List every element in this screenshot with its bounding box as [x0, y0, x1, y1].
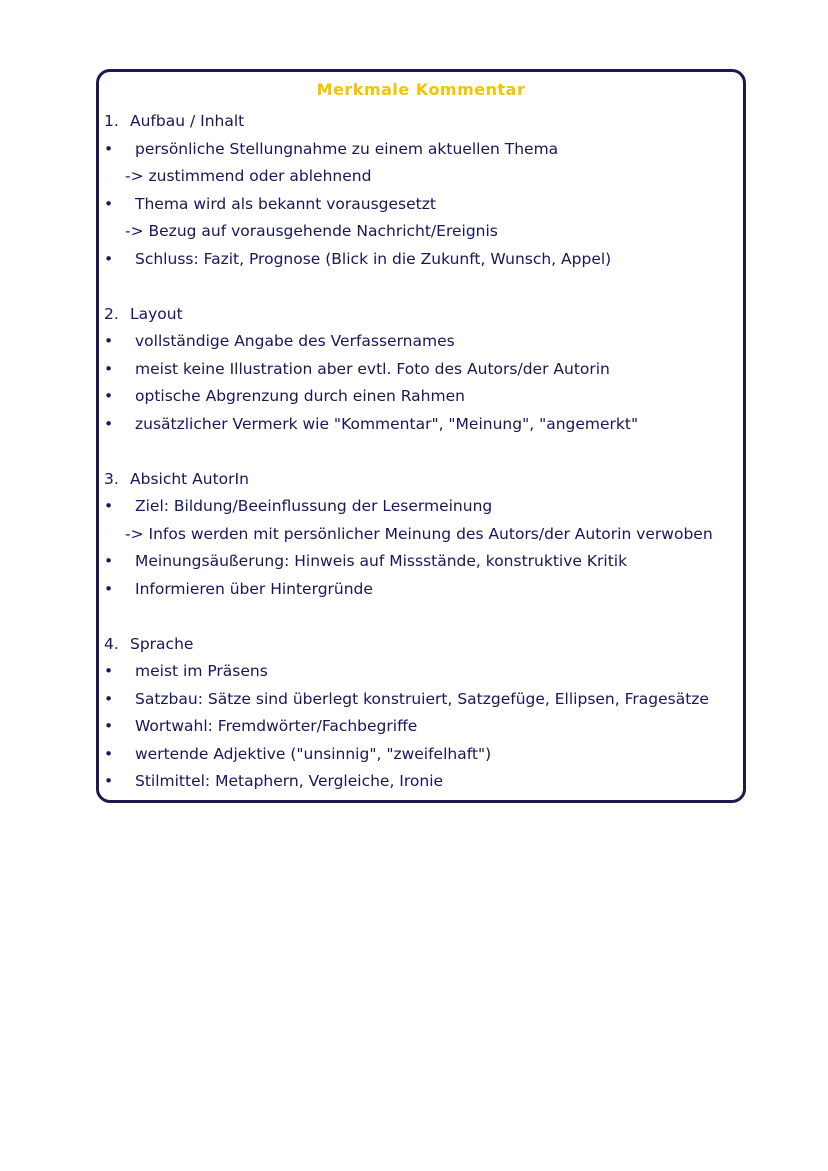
bullet-item — [99, 411, 743, 439]
section-heading-text: Sprache — [130, 634, 194, 653]
bullet-icon: • — [104, 744, 114, 763]
bullet-icon: • — [104, 552, 114, 570]
bullet-icon: • — [104, 414, 114, 433]
arrow-item — [99, 163, 743, 191]
section-heading-text: Layout — [130, 304, 183, 323]
bullet-icon: • — [104, 359, 114, 378]
bullet-item — [99, 658, 743, 686]
bullet-icon: • — [104, 139, 114, 158]
bullet-icon: • — [104, 332, 114, 350]
bullet-icon: • — [104, 772, 114, 790]
bullet-icon: • — [104, 717, 114, 735]
section-heading — [99, 108, 743, 136]
section-number: 1. — [104, 112, 119, 130]
bullet-item — [99, 493, 743, 521]
arrow-item — [99, 521, 743, 549]
bullet-icon: • — [104, 579, 114, 598]
section-number: 2. — [104, 304, 119, 323]
section-number: 3. — [104, 469, 119, 488]
arrow-text: -> zustimmend oder ablehnend — [125, 167, 372, 185]
bullet-item — [99, 768, 743, 796]
arrow-item — [99, 218, 743, 246]
bullet-item — [99, 246, 743, 274]
bullet-item — [99, 356, 743, 384]
sections-list — [99, 108, 743, 796]
bullet-text: wertende Adjektive ("unsinnig", "zweifelhaft") — [135, 744, 492, 763]
bullet-text: vollständige Angabe des Verfassernames — [135, 332, 455, 350]
arrow-text: -> Bezug auf vorausgehende Nachricht/Ereignis — [125, 222, 498, 240]
bullet-item — [99, 328, 743, 356]
bullet-item — [99, 713, 743, 741]
section-number: 4. — [104, 634, 119, 653]
bullet-icon: • — [104, 689, 114, 708]
bullet-text: Satzbau: Sätze sind überlegt konstruiert, Satzgefüge, Ellipsen, Fragesätze — [135, 689, 709, 708]
section-heading — [99, 466, 743, 494]
bullet-icon: • — [104, 387, 114, 405]
bullet-item — [99, 576, 743, 604]
bullet-text: optische Abgrenzung durch einen Rahmen — [135, 387, 465, 405]
bullet-text: Wortwahl: Fremdwörter/Fachbegriffe — [135, 717, 418, 735]
bullet-text: Schluss: Fazit, Prognose (Blick in die Zukunft, Wunsch, Appel) — [135, 249, 612, 268]
bullet-text: Ziel: Bildung/Beeinflussung der Lesermeinung — [135, 497, 493, 515]
section-heading-text: Absicht AutorIn — [130, 469, 249, 488]
bullet-text: meist im Präsens — [135, 662, 268, 680]
section-heading-text: Aufbau / Inhalt — [130, 112, 245, 130]
blank-line — [99, 603, 743, 631]
bullet-text: zusätzlicher Vermerk wie "Kommentar", "Meinung", "angemerkt" — [135, 414, 639, 433]
bullet-icon: • — [104, 662, 114, 680]
blank-line — [99, 273, 743, 301]
bullet-item — [99, 686, 743, 714]
arrow-text: -> Infos werden mit persönlicher Meinung des Autors/der Autorin verwoben — [125, 524, 713, 543]
bullet-text: Thema wird als bekannt vorausgesetzt — [135, 194, 436, 213]
bullet-item — [99, 383, 743, 411]
section-heading — [99, 631, 743, 659]
bullet-icon: • — [104, 497, 114, 515]
bullet-icon: • — [104, 194, 114, 213]
bullet-text: Informieren über Hintergründe — [135, 579, 373, 598]
bullet-item — [99, 548, 743, 576]
bullet-item — [99, 191, 743, 219]
bullet-item — [99, 741, 743, 769]
bullet-icon: • — [104, 249, 114, 268]
bullet-text: Stilmittel: Metaphern, Vergleiche, Ironie — [135, 772, 444, 790]
bullet-item — [99, 136, 743, 164]
document-title: Merkmale Kommentar — [316, 80, 526, 99]
section-heading — [99, 301, 743, 329]
bullet-text: meist keine Illustration aber evtl. Foto des Autors/der Autorin — [135, 359, 610, 378]
blank-line — [99, 438, 743, 466]
bullet-text: Meinungsäußerung: Hinweis auf Missstände, konstruktive Kritik — [135, 552, 628, 570]
document-frame — [96, 69, 746, 803]
bullet-text: persönliche Stellungnahme zu einem aktuellen Thema — [135, 139, 559, 158]
